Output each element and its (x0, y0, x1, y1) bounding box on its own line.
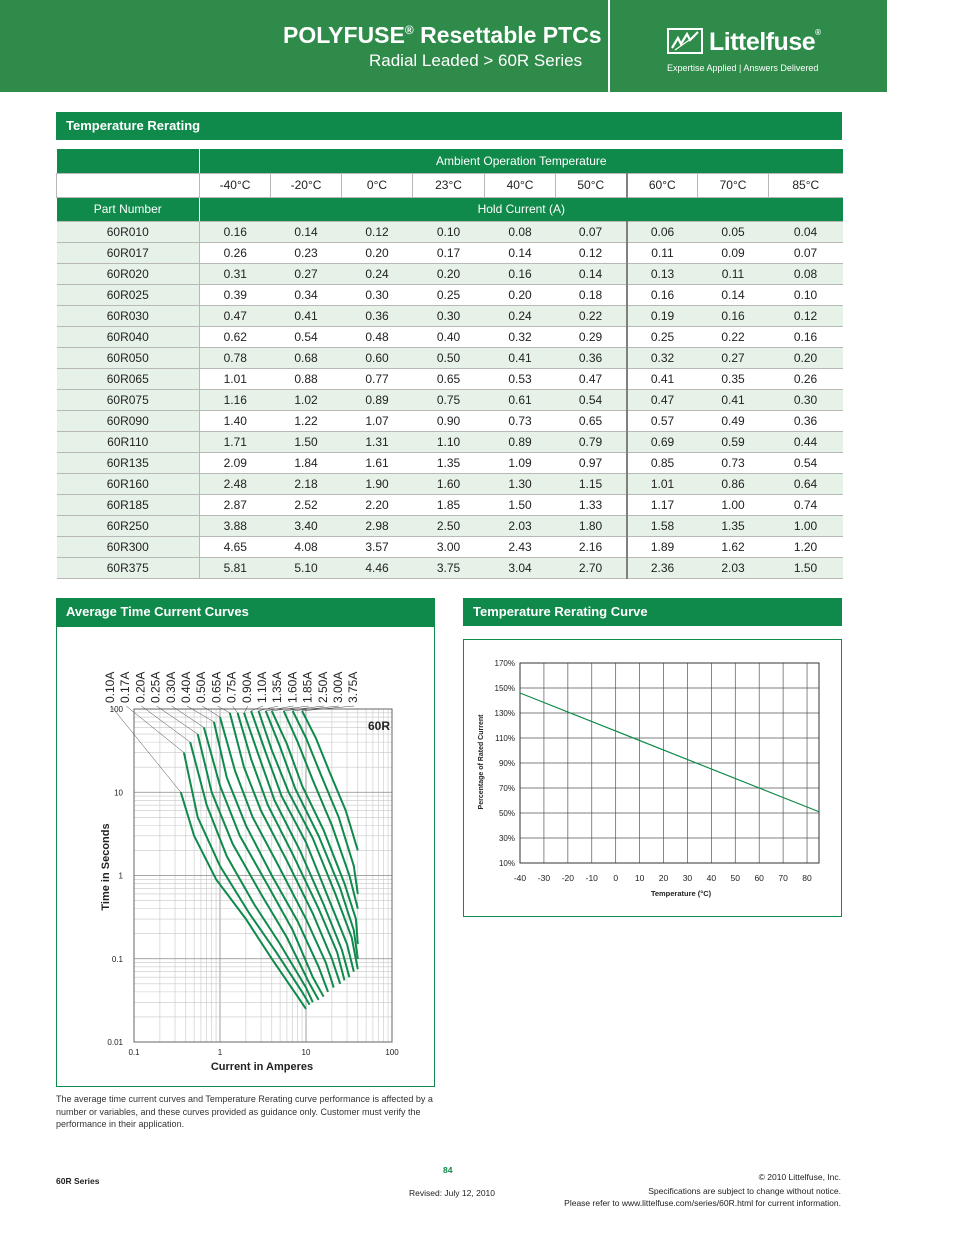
hold-current-cell: 1.50 (271, 431, 342, 452)
hold-current-cell: 0.16 (769, 326, 843, 347)
hold-current-cell: 1.00 (769, 515, 843, 536)
table-row (57, 263, 843, 284)
y-tick-label: 70% (498, 784, 515, 793)
x-tick-label: 100 (385, 1048, 399, 1057)
y-tick-label: 0.01 (107, 1038, 123, 1047)
hold-current-cell: 0.73 (485, 410, 556, 431)
table-row (57, 305, 843, 326)
part-number-cell: 60R300 (57, 536, 200, 557)
table-row (57, 536, 843, 557)
curve-leader-line (302, 706, 354, 711)
littelfuse-logo-icon (667, 28, 703, 54)
hold-current-cell: 3.04 (485, 557, 556, 578)
table-row (57, 515, 843, 536)
table-row (57, 389, 843, 410)
hold-current-cell: 4.46 (342, 557, 413, 578)
curve-leader-line (202, 706, 220, 717)
table-row (57, 221, 843, 242)
curve-label: 0.40A (179, 671, 193, 703)
temperature-column-header: -40°C (200, 173, 271, 197)
x-tick-label: -20 (561, 873, 574, 883)
hold-current-cell: 0.41 (485, 347, 556, 368)
hold-current-cell: 2.36 (627, 557, 698, 578)
hold-current-cell: 0.16 (485, 263, 556, 284)
hold-current-cell: 0.39 (200, 284, 271, 305)
hold-current-cell: 1.40 (200, 410, 271, 431)
table-row (57, 557, 843, 578)
hold-current-cell: 0.19 (627, 305, 698, 326)
footer-revised: Revised: July 12, 2010 (409, 1188, 495, 1198)
hold-current-cell: 1.33 (556, 494, 627, 515)
table-row (57, 410, 843, 431)
y-tick-label: 100 (109, 705, 123, 714)
hold-current-cell: 0.59 (698, 431, 769, 452)
curve-label: 0.90A (239, 671, 254, 703)
hold-current-cell: 0.36 (342, 305, 413, 326)
hold-current-cell: 0.69 (627, 431, 698, 452)
hold-current-cell: 1.17 (627, 494, 698, 515)
hold-current-cell: 0.14 (485, 242, 556, 263)
hold-current-cell: 0.78 (200, 347, 271, 368)
x-tick-label: 10 (301, 1048, 311, 1057)
hold-current-cell: 1.15 (556, 473, 627, 494)
part-number-cell: 60R030 (57, 305, 200, 326)
hold-current-cell: 0.16 (627, 284, 698, 305)
part-number-cell: 60R075 (57, 389, 200, 410)
rerating-grid (520, 663, 819, 863)
hold-current-cell: 0.89 (342, 389, 413, 410)
x-tick-label: 0 (613, 873, 619, 883)
hold-current-cell: 2.48 (200, 473, 271, 494)
hold-current-cell: 0.17 (413, 242, 485, 263)
hold-current-cell: 0.75 (413, 389, 485, 410)
hold-current-cell: 3.88 (200, 515, 271, 536)
part-number-cell: 60R025 (57, 284, 200, 305)
hold-current-cell: 0.61 (485, 389, 556, 410)
hold-current-cell: 0.54 (556, 389, 627, 410)
y-axis-label: Percentage of Rated Current (478, 714, 485, 810)
hold-current-cell: 0.22 (698, 326, 769, 347)
hold-current-cell: 0.25 (413, 284, 485, 305)
hold-current-cell: 1.35 (698, 515, 769, 536)
curve-label: 1.10A (255, 671, 269, 703)
hold-current-cell: 0.30 (413, 305, 485, 326)
hold-current-cell: 0.04 (769, 221, 843, 242)
hold-current-cell: 0.90 (413, 410, 485, 431)
curves-footnote: The average time current curves and Temperature Rerating curve performance is affected by a number or variables, and these curves provided as guidance only. Customer must verify the performance in their application. (56, 1094, 433, 1129)
hold-current-cell: 0.26 (769, 368, 843, 389)
curve-label: 1.35A (270, 671, 285, 703)
part-number-cell: 60R017 (57, 242, 200, 263)
hold-current-cell: 0.20 (342, 242, 413, 263)
footer-page-number: 84 (443, 1165, 453, 1175)
hold-current-cell: 0.36 (769, 410, 843, 431)
hold-current-cell: 0.30 (342, 284, 413, 305)
table-row (57, 347, 843, 368)
hold-current-cell: 1.00 (698, 494, 769, 515)
part-number-cell: 60R050 (57, 347, 200, 368)
hold-current-cell: 0.47 (627, 389, 698, 410)
hold-current-cell: 0.11 (698, 263, 769, 284)
hold-current-cell: 0.07 (556, 221, 627, 242)
curve-label: 0.20A (133, 671, 148, 703)
hold-current-cell: 0.24 (342, 263, 413, 284)
x-tick-label: 80 (802, 873, 812, 883)
hold-current-cell: 0.48 (342, 326, 413, 347)
x-axis-label: Current in Amperes (210, 1061, 314, 1073)
hold-current-cell: 0.85 (627, 452, 698, 473)
footer-copyright: © 2010 Littelfuse, Inc. (758, 1172, 841, 1182)
hold-current-cell: 0.54 (769, 452, 843, 473)
time-current-chart (57, 627, 434, 1086)
hold-current-cell: 0.25 (627, 326, 698, 347)
curve-3.75A (302, 711, 358, 851)
temperature-column-header: 60°C (627, 173, 698, 197)
temperature-rerating-table (56, 149, 843, 579)
logo-tagline: Expertise Applied | Answers Delivered (667, 63, 819, 73)
hold-current-cell: 0.40 (413, 326, 485, 347)
part-number-cell: 60R135 (57, 452, 200, 473)
hold-current-cell: 0.23 (271, 242, 342, 263)
hold-current-cell: 0.12 (342, 221, 413, 242)
hold-current-cell: 0.08 (485, 221, 556, 242)
temperature-column-header: 0°C (342, 173, 413, 197)
hold-current-label: Hold Current (A) (200, 197, 843, 221)
hold-current-cell: 1.50 (485, 494, 556, 515)
header-divider (608, 0, 610, 92)
part-number-cell: 60R160 (57, 473, 200, 494)
y-tick-label: 50% (498, 809, 515, 818)
hold-current-cell: 5.81 (200, 557, 271, 578)
page-subtitle: Radial Leaded > 60R Series (369, 51, 583, 70)
y-tick-label: 150% (494, 684, 515, 693)
hold-current-cell: 0.89 (485, 431, 556, 452)
hold-current-cell: 0.62 (200, 326, 271, 347)
hold-current-cell: 0.08 (769, 263, 843, 284)
hold-current-cell: 0.88 (271, 368, 342, 389)
header-blank-cell (57, 149, 200, 173)
table-row (57, 431, 843, 452)
hold-current-cell: 2.20 (342, 494, 413, 515)
hold-current-cell: 0.35 (698, 368, 769, 389)
hold-current-cell: 0.10 (769, 284, 843, 305)
hold-current-cell: 0.53 (485, 368, 556, 389)
hold-current-cell: 0.49 (698, 410, 769, 431)
hold-current-cell: 1.22 (271, 410, 342, 431)
hold-current-cell: 1.20 (769, 536, 843, 557)
part-number-label: Part Number (57, 197, 200, 221)
hold-current-cell: 0.27 (698, 347, 769, 368)
curve-label: 0.10A (103, 671, 117, 703)
hold-current-cell: 2.43 (485, 536, 556, 557)
curve-label: 3.00A (331, 671, 345, 703)
hold-current-cell: 0.10 (413, 221, 485, 242)
table-row (57, 326, 843, 347)
hold-current-cell: 0.50 (413, 347, 485, 368)
y-tick-label: 10% (498, 859, 515, 868)
hold-current-cell: 4.65 (200, 536, 271, 557)
hold-current-cell: 0.32 (485, 326, 556, 347)
hold-current-cell: 0.14 (698, 284, 769, 305)
rerating-curve-chart-box (463, 639, 842, 917)
page-title: POLYFUSE® Resettable PTCs (283, 22, 602, 48)
hold-current-cell: 0.41 (698, 389, 769, 410)
hold-current-cell: 0.34 (271, 284, 342, 305)
hold-current-cell: 0.64 (769, 473, 843, 494)
hold-current-cell: 0.05 (698, 221, 769, 242)
hold-current-cell: 5.10 (271, 557, 342, 578)
hold-current-cell: 0.29 (556, 326, 627, 347)
part-number-cell: 60R010 (57, 221, 200, 242)
hold-current-cell: 0.06 (627, 221, 698, 242)
temperature-column-header: 70°C (698, 173, 769, 197)
y-tick-label: 170% (494, 659, 515, 668)
footer-notice: Specifications are subject to change without notice. (648, 1186, 841, 1196)
hold-current-cell: 2.03 (485, 515, 556, 536)
hold-current-cell: 0.24 (485, 305, 556, 326)
hold-current-cell: 1.62 (698, 536, 769, 557)
hold-current-cell: 2.98 (342, 515, 413, 536)
y-tick-label: 90% (498, 759, 515, 768)
page-header (0, 0, 887, 92)
temperature-column-header: -20°C (271, 173, 342, 197)
y-tick-label: 130% (494, 709, 515, 718)
part-number-cell: 60R090 (57, 410, 200, 431)
hold-current-cell: 0.20 (769, 347, 843, 368)
hold-current-cell: 0.86 (698, 473, 769, 494)
x-tick-label: 10 (634, 873, 645, 883)
hold-current-cell: 0.79 (556, 431, 627, 452)
temperature-column-header: 40°C (485, 173, 556, 197)
x-tick-label: 60 (754, 873, 764, 883)
part-number-cell: 60R185 (57, 494, 200, 515)
hold-current-cell: 3.57 (342, 536, 413, 557)
rerating-curve-heading: Temperature Rerating Curve (463, 598, 842, 626)
temperature-column-header: 85°C (769, 173, 843, 197)
curve-leader-line (187, 706, 214, 722)
temperature-header-row (57, 173, 843, 197)
x-axis-label: Temperature (°C) (650, 889, 712, 898)
hold-current-cell: 4.08 (271, 536, 342, 557)
hold-current-cell: 0.14 (556, 263, 627, 284)
hold-current-cell: 1.60 (413, 473, 485, 494)
table-row (57, 473, 843, 494)
hold-current-cell: 0.54 (271, 326, 342, 347)
curve-label: 3.75A (346, 671, 361, 703)
curve-label: 0.75A (224, 671, 239, 703)
hold-current-cell: 1.84 (271, 452, 342, 473)
curve-label: 0.65A (209, 671, 224, 703)
hold-current-cell: 0.73 (698, 452, 769, 473)
hold-current-cell: 0.47 (556, 368, 627, 389)
hold-current-cell: 0.31 (200, 263, 271, 284)
hold-current-cell: 1.61 (342, 452, 413, 473)
temp-blank-cell (57, 173, 200, 197)
hold-current-cell: 2.70 (556, 557, 627, 578)
hold-current-cell: 0.36 (556, 347, 627, 368)
table-row (57, 452, 843, 473)
y-axis-label: Time in Seconds (100, 823, 112, 911)
hold-current-cell: 0.20 (485, 284, 556, 305)
x-tick-label: 0.1 (128, 1048, 140, 1057)
logo-wordmark: Littelfuse® (709, 28, 821, 56)
hold-current-cell: 0.68 (271, 347, 342, 368)
x-tick-label: 30 (682, 873, 693, 883)
hold-current-cell: 2.87 (200, 494, 271, 515)
curve-label: 0.25A (148, 671, 163, 703)
y-tick-label: 10 (114, 788, 123, 798)
hold-current-cell: 0.47 (200, 305, 271, 326)
hold-current-cell: 2.50 (413, 515, 485, 536)
rerating-line (520, 693, 819, 812)
time-current-heading: Average Time Current Curves (56, 598, 435, 626)
hold-current-cell: 2.52 (271, 494, 342, 515)
hold-current-cell: 1.16 (200, 389, 271, 410)
hold-current-cell: 0.12 (556, 242, 627, 263)
ambient-header-row (57, 149, 843, 173)
hold-current-cell: 2.03 (698, 557, 769, 578)
hold-current-cell: 0.57 (627, 410, 698, 431)
part-number-cell: 60R110 (57, 431, 200, 452)
hold-current-cell: 0.09 (698, 242, 769, 263)
hold-current-cell: 0.16 (698, 305, 769, 326)
hold-current-cell: 0.27 (271, 263, 342, 284)
x-tick-label: -30 (537, 873, 551, 883)
hold-current-cell: 0.41 (271, 305, 342, 326)
curve-label: 0.30A (163, 671, 178, 703)
table-row (57, 368, 843, 389)
y-tick-label: 0.1 (111, 954, 123, 964)
hold-current-cell: 1.07 (342, 410, 413, 431)
hold-current-cell: 0.26 (200, 242, 271, 263)
part-number-cell: 60R065 (57, 368, 200, 389)
x-tick-label: 40 (706, 873, 717, 883)
hold-current-cell: 0.65 (556, 410, 627, 431)
x-tick-label: 1 (217, 1048, 223, 1057)
hold-current-cell: 0.44 (769, 431, 843, 452)
temperature-rerating-heading: Temperature Rerating (56, 112, 842, 140)
hold-current-cell: 0.74 (769, 494, 843, 515)
hold-current-cell: 1.71 (200, 431, 271, 452)
hold-current-cell: 1.09 (485, 452, 556, 473)
hold-current-cell: 2.16 (556, 536, 627, 557)
hold-current-cell: 0.20 (413, 263, 485, 284)
curve-label: 1.85A (300, 671, 315, 703)
curve-label: 2.50A (315, 671, 330, 703)
hold-current-cell: 3.40 (271, 515, 342, 536)
x-tick-label: 50 (730, 873, 741, 883)
hold-current-cell: 1.31 (342, 431, 413, 452)
hold-current-cell: 0.32 (627, 347, 698, 368)
x-tick-label: 70 (778, 873, 788, 883)
part-number-cell: 60R040 (57, 326, 200, 347)
x-tick-label: -40 (513, 873, 527, 883)
hold-current-cell: 1.01 (627, 473, 698, 494)
hold-current-cell: 0.65 (413, 368, 485, 389)
y-tick-label: 110% (495, 734, 515, 743)
curve-label: 1.60A (285, 671, 300, 703)
hold-current-cell: 0.12 (769, 305, 843, 326)
series-tag: 60R (368, 719, 391, 733)
hold-current-cell: 1.90 (342, 473, 413, 494)
curve-1.35A (259, 711, 358, 969)
curve-label: 0.17A (118, 671, 133, 703)
hold-current-cell: 1.01 (200, 368, 271, 389)
table-row (57, 494, 843, 515)
hold-current-cell: 3.00 (413, 536, 485, 557)
hold-current-cell: 0.14 (271, 221, 342, 242)
part-number-cell: 60R375 (57, 557, 200, 578)
curve-leader-line (111, 706, 181, 792)
rerating-curve-chart (464, 640, 841, 916)
ambient-temperature-label: Ambient Operation Temperature (200, 149, 843, 173)
hold-current-cell: 3.75 (413, 557, 485, 578)
footer-refer: Please refer to www.littelfuse.com/series/60R.html for current information. (564, 1198, 841, 1208)
hold-current-cell: 2.18 (271, 473, 342, 494)
hold-current-cell: 0.11 (627, 242, 698, 263)
hold-current-cell: 0.18 (556, 284, 627, 305)
footer-series: 60R Series (56, 1176, 100, 1186)
hold-current-cell: 0.22 (556, 305, 627, 326)
temperature-column-header: 50°C (556, 173, 627, 197)
table-row (57, 284, 843, 305)
y-tick-label: 1 (118, 871, 123, 881)
time-current-chart-box (56, 626, 435, 1087)
y-tick-label: 30% (498, 834, 515, 843)
hold-current-cell: 1.58 (627, 515, 698, 536)
littelfuse-logo (667, 28, 837, 78)
hold-current-cell: 1.89 (627, 536, 698, 557)
hold-current-cell: 0.07 (769, 242, 843, 263)
hold-current-cell: 0.16 (200, 221, 271, 242)
hold-current-cell: 2.09 (200, 452, 271, 473)
part-number-cell: 60R020 (57, 263, 200, 284)
hold-current-cell: 0.60 (342, 347, 413, 368)
hold-current-cell: 0.13 (627, 263, 698, 284)
hold-current-cell: 1.80 (556, 515, 627, 536)
curve-leader-line (157, 706, 198, 734)
table-row (57, 242, 843, 263)
hold-current-cell: 1.50 (769, 557, 843, 578)
temperature-column-header: 23°C (413, 173, 485, 197)
hold-current-cell: 1.02 (271, 389, 342, 410)
x-tick-label: -10 (585, 873, 598, 883)
hold-current-cell: 0.77 (342, 368, 413, 389)
hold-current-cell: 0.41 (627, 368, 698, 389)
hold-current-cell: 1.85 (413, 494, 485, 515)
hold-current-cell: 0.97 (556, 452, 627, 473)
x-tick-label: 20 (658, 873, 669, 883)
part-number-header-row (57, 197, 843, 221)
hold-current-cell: 1.35 (413, 452, 485, 473)
hold-current-cell: 0.30 (769, 389, 843, 410)
part-number-cell: 60R250 (57, 515, 200, 536)
hold-current-cell: 1.30 (485, 473, 556, 494)
curve-label: 0.50A (194, 671, 209, 703)
hold-current-cell: 1.10 (413, 431, 485, 452)
